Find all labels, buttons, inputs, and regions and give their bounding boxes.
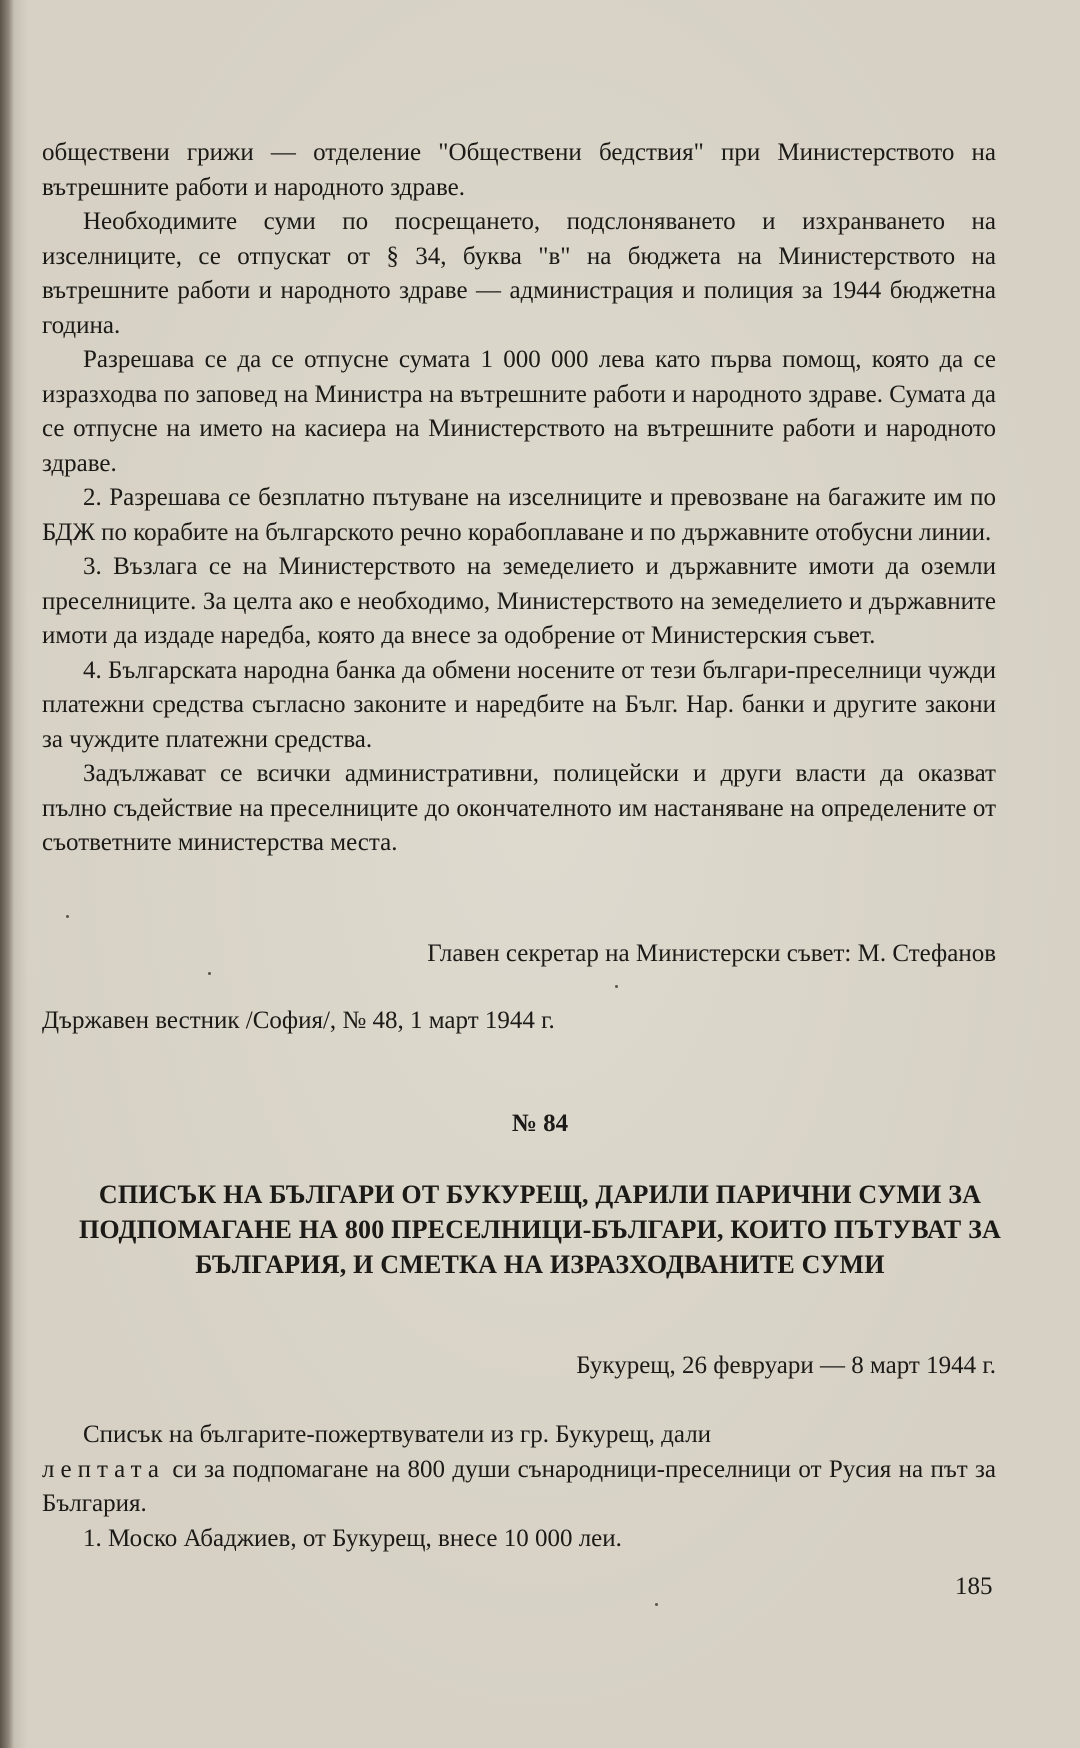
list-intro: [42, 1418, 996, 1522]
paragraph-1: обществени грижи — отделение "Обществени бедствия" при Министерството на вътрешните работи и народното здраве.: [42, 139, 996, 201]
date-location: Букурещ, 26 февруари — 8 март 1944 г.: [576, 1352, 996, 1379]
body-text-top: [42, 136, 996, 861]
paper-speck: [655, 1603, 658, 1606]
paragraph-5: 3. Възлага се на Министерството на земеделието и държавните имоти да оземли преселниците. За целта ако е необходимо, Министерството на земеделието и държавните имоти да издаде наредба, която да внесе за одобрение от Министерския съвет.: [42, 553, 996, 649]
signature-line: Главен секретар на Министерски съвет: М. Стефанов: [427, 940, 996, 967]
paragraph-6: 4. Българската народна банка да обмени носените от тези българи-преселници чужди платежни средства съгласно законите и наредбите на Бълг. Нар. банки и другите закони за чуждите платежни средства.: [42, 656, 996, 753]
document-number: № 84: [511, 1110, 569, 1137]
paragraph-7: Задължават се всички административни, полицейски и други власти да оказват пълно съдействие на преселниците до окончателното им настаняване на определените от съответните министерства места.: [42, 760, 996, 856]
paragraph-4: 2. Разрешава се безплатно пътуване на изселниците и превозване на багажите им по БДЖ по корабите на българското речно корабоплаване и по държавните отобусни линии.: [42, 484, 996, 546]
book-spine-shadow: [0, 0, 14, 1748]
paragraph-3: Разрешава се да се отпусне сумата 1 000 000 лева като първа помощ, която да се изразходва по заповед на Министра на вътрешните работи и народното здраве. Сумата да се отпусне на името на касиера на Министерството на вътрешните работи и народното здраве.: [42, 346, 996, 477]
list-intro-spaced: лептата: [42, 1455, 165, 1483]
paper-speck: [66, 915, 69, 918]
page-number: 185: [955, 1573, 993, 1600]
paper-speck: [208, 972, 211, 975]
list-section: [42, 1418, 996, 1556]
source-citation: Държавен вестник /София/, № 48, 1 март 1944 г.: [42, 1007, 555, 1034]
paragraph-2: Необходимите суми по посрещането, подслоняването и изхранването на изселниците, се отпускат от § 34, буква "в" на бюджета на Министерството на вътрешните работи и народното здраве — администрация и полиция за 1944 бюджетна година.: [42, 208, 996, 339]
list-intro-after: си за подпомагане на 800 души сънародници-преселници от Русия на път за България.: [42, 1455, 997, 1517]
list-item-1: 1. Моско Абаджиев, от Букурещ, внесе 10 000 леи.: [83, 1524, 622, 1552]
document-title: СПИСЪК НА БЪЛГАРИ ОТ БУКУРЕЩ, ДАРИЛИ ПАРИЧНИ СУМИ ЗА ПОДПОМАГАНЕ НА 800 ПРЕСЕЛНИЦИ-БЪЛГАРИ, КОИТО ПЪТУВАТ ЗА БЪЛГАРИЯ, И СМЕТКА НА ИЗРАЗХОДВАНИТЕ СУМИ: [78, 1180, 1001, 1279]
paper-speck: [615, 985, 618, 988]
list-intro-before: Списък на българите-пожертвуватели из гр. Букурещ, дали: [83, 1421, 712, 1448]
